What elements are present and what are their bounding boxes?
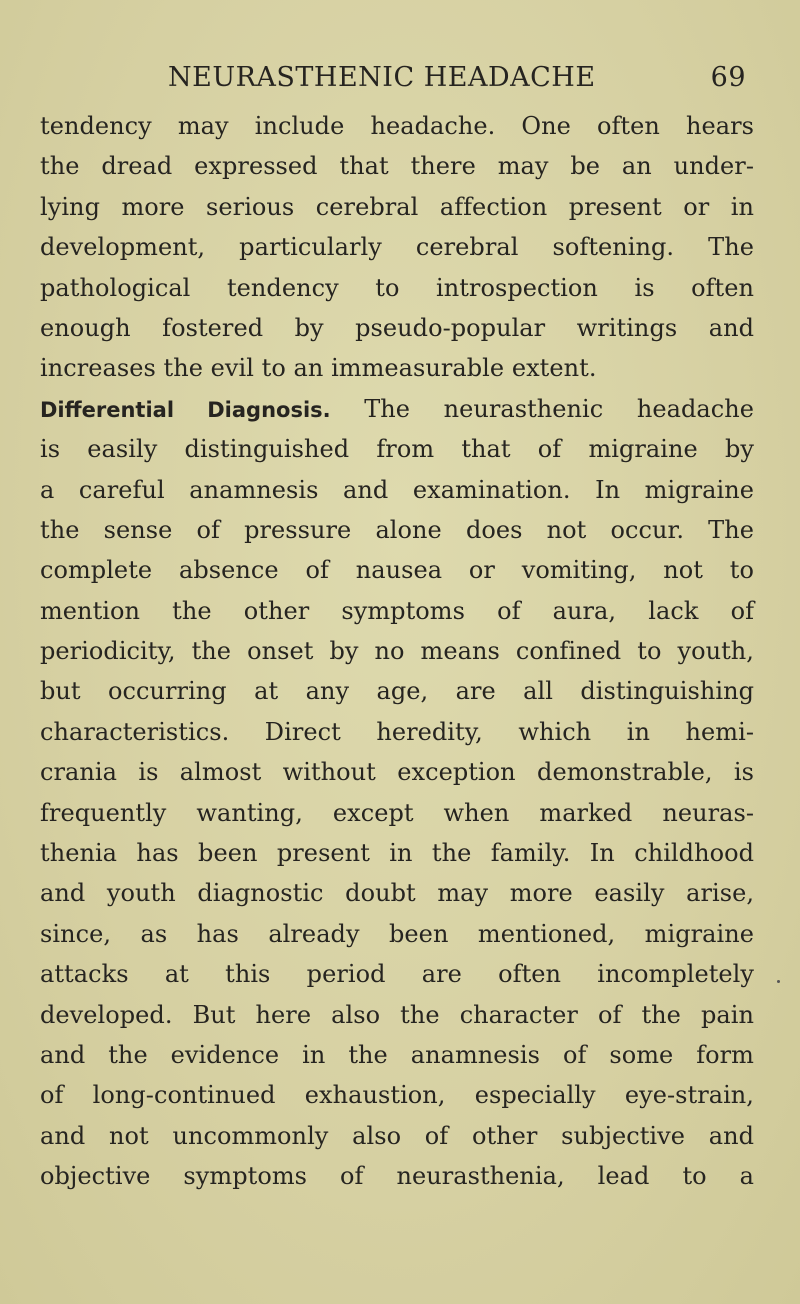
text-line: the sense of pressure alone does not occur. The	[40, 515, 754, 544]
text-line: pathological tendency to introspection is often	[40, 273, 754, 302]
text-line: developed. But here also the character of the pain	[40, 1000, 754, 1029]
text-line: and the evidence in the anamnesis of some form	[40, 1040, 754, 1069]
text-line: lying more serious cerebral affection present or in	[40, 192, 754, 221]
page-number: 69	[710, 62, 746, 93]
text-line: increases the evil to an immeasurable extent.	[40, 354, 597, 383]
running-title: NEURASTHENIC HEADACHE	[168, 62, 596, 93]
text-line: a careful anamnesis and examination. In migraine	[40, 475, 754, 504]
text-line: of long-continued exhaustion, especially eye-strain,	[40, 1081, 754, 1110]
text-line: attacks at this period are often incompletely	[40, 960, 754, 989]
text-line: tendency may include headache. One often hears	[40, 112, 754, 140]
text-line: periodicity, the onset by no means confined to youth,	[40, 637, 754, 666]
text-line: frequently wanting, except when marked neuras-	[40, 798, 754, 827]
text-line: crania is almost without exception demonstrable, is	[40, 758, 754, 787]
text-line: since, as has already been mentioned, migraine	[40, 919, 754, 948]
text-line: the dread expressed that there may be an under-	[40, 152, 754, 181]
text-line: but occurring at any age, are all distinguishing	[40, 677, 754, 706]
text-line: objective symptoms of neurasthenia, lead to a	[40, 1162, 754, 1191]
text-line: complete absence of nausea or vomiting, not to	[40, 556, 754, 585]
text-line: and not uncommonly also of other subjective and	[40, 1121, 754, 1150]
section-heading: Differential Diagnosis.	[40, 397, 331, 422]
body-text	[40, 106, 754, 1197]
text-line: thenia has been present in the family. In childhood	[40, 839, 754, 868]
section-heading-continuation: The neurasthenic headache	[330, 394, 754, 423]
running-head	[168, 62, 760, 102]
section-start-line	[40, 389, 754, 429]
text-line: enough fostered by pseudo-popular writings and	[40, 313, 754, 342]
margin-speck	[777, 980, 780, 983]
text-line: development, particularly cerebral softening. The	[40, 233, 754, 262]
text-line: is easily distinguished from that of migraine by	[40, 435, 754, 464]
text-line: characteristics. Direct heredity, which in hemi-	[40, 717, 754, 746]
text-line: and youth diagnostic doubt may more easily arise,	[40, 879, 754, 908]
text-line: mention the other symptoms of aura, lack of	[40, 596, 754, 625]
